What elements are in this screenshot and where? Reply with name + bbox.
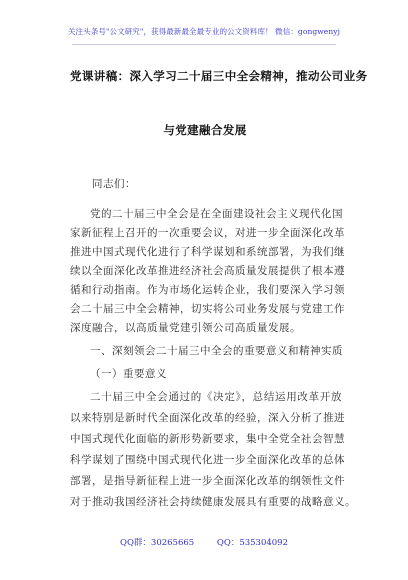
header-divider bbox=[72, 44, 336, 45]
footer-contact bbox=[0, 536, 408, 548]
document-title-line-1: 党课讲稿：深入学习二十届三中全会精神，推动公司业务 bbox=[70, 69, 368, 83]
paragraph-2-line: 科学谋划了围绕中国式现代化进一步全面深化改革的总体 bbox=[70, 454, 345, 466]
qq-group-number: QQ群：30265665 bbox=[119, 538, 195, 548]
paragraph-2-line: 二十届三中全会通过的《决定》，总结运用改革开放 bbox=[90, 391, 342, 403]
paragraph-2-line: 部署，是指导新征程上进一步全面深化改革的纲领性文件 bbox=[70, 475, 345, 487]
qq-number: QQ：535304092 bbox=[216, 538, 288, 548]
document-title-line-2: 与党建融合发展 bbox=[163, 123, 247, 137]
paragraph-1-line: 循和行动指南。作为市场化运转企业，我们要深入学习领 bbox=[70, 284, 345, 296]
paragraph-1-line: 深度融合，以高质量党建引领公司高质量发展。 bbox=[70, 322, 301, 334]
paragraph-1-line: 续以全面深化改革推进经济社会高质量发展提供了根本遵 bbox=[70, 265, 345, 277]
paragraph-1-line: 家新征程上召开的一次重要会议，对进一步全面深化改革 bbox=[70, 227, 345, 239]
paragraph-1-line: 会二十届三中全会精神，切实将公司业务发展与党建工作 bbox=[70, 303, 345, 315]
paragraph-2-line: 中国式现代化面临的新形势新要求，集中全党全社会智慧 bbox=[70, 433, 345, 445]
section-heading: 一、深刻领会二十届三中全会的重要意义和精神实质 bbox=[90, 345, 343, 357]
paragraph-2-line: 以来特别是新时代全面深化改革的经验，深入分析了推进 bbox=[70, 412, 345, 424]
paragraph-1-line: 党的二十届三中全会是在全面建设社会主义现代化国 bbox=[90, 208, 343, 220]
paragraph-2-line: 对于推动我国经济社会持续健康发展具有重要的战略意义。 bbox=[70, 496, 356, 508]
paragraph-1-line: 推进中国式现代化进行了科学谋划和系统部署，为我们继 bbox=[70, 246, 345, 258]
subsection-heading: （一）重要意义 bbox=[90, 368, 167, 380]
salutation: 同志们： bbox=[92, 178, 136, 190]
header-banner: 关注头条号"公文研究"，获得最新最全最专业的公文资料库！ 微信：gongwenyj bbox=[67, 27, 341, 36]
